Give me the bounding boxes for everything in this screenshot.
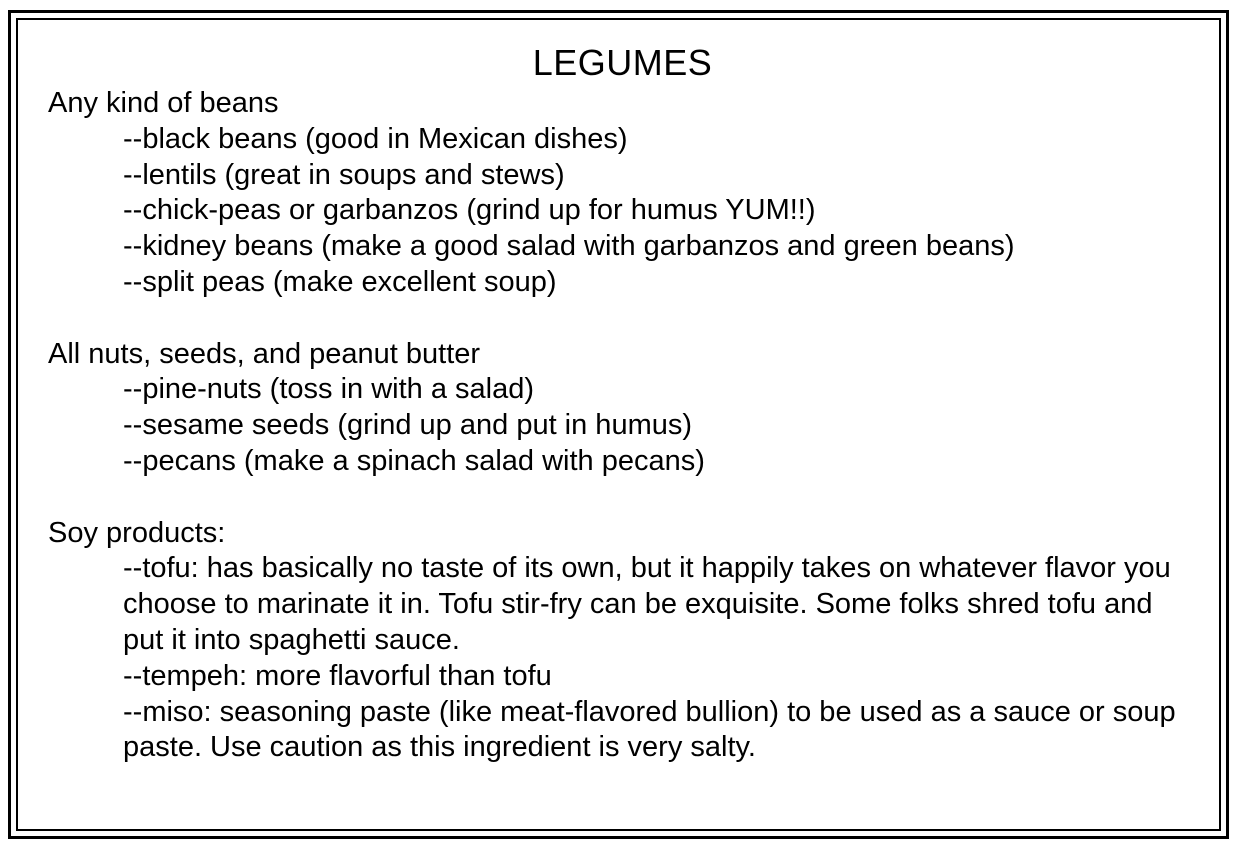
section-soy — [46, 516, 1196, 767]
section-heading: Any kind of beans — [48, 87, 279, 119]
list-item: --pine-nuts (toss in with a salad) — [123, 373, 534, 406]
list-item: --sesame seeds (grind up and put in humus) — [123, 409, 693, 442]
section-beans — [46, 86, 1196, 301]
item-list — [46, 372, 1196, 479]
list-item: --kidney beans (make a good salad with garbanzos and green beans) — [123, 230, 1015, 263]
list-item: --miso: seasoning paste (like meat-flavored bullion) to be used as a sauce or soup paste. Use caution as this ingredient is very salty. — [123, 695, 1176, 764]
item-list — [46, 122, 1196, 301]
section-nuts — [46, 337, 1196, 480]
list-item: --tempeh: more flavorful than tofu — [123, 659, 552, 692]
list-item: --pecans (make a spinach salad with pecans) — [123, 444, 705, 477]
list-item: --tofu: has basically no taste of its own, but it happily takes on whatever flavor you choose to marinate it in. Tofu stir-fry can be exquisite. Some folks shred tofu and put it into spaghetti sauce. — [123, 552, 1171, 656]
item-list — [46, 551, 1196, 766]
list-item: --black beans (good in Mexican dishes) — [123, 122, 628, 155]
document-body — [46, 86, 1196, 766]
section-heading: Soy products: — [48, 516, 226, 549]
section-heading: All nuts, seeds, and peanut butter — [48, 337, 481, 370]
list-item: --split peas (make excellent soup) — [123, 265, 557, 298]
list-item: --chick-peas or garbanzos (grind up for humus YUM!!) — [123, 194, 816, 227]
page-title: LEGUMES — [532, 42, 713, 83]
list-item: --lentils (great in soups and stews) — [123, 158, 565, 191]
